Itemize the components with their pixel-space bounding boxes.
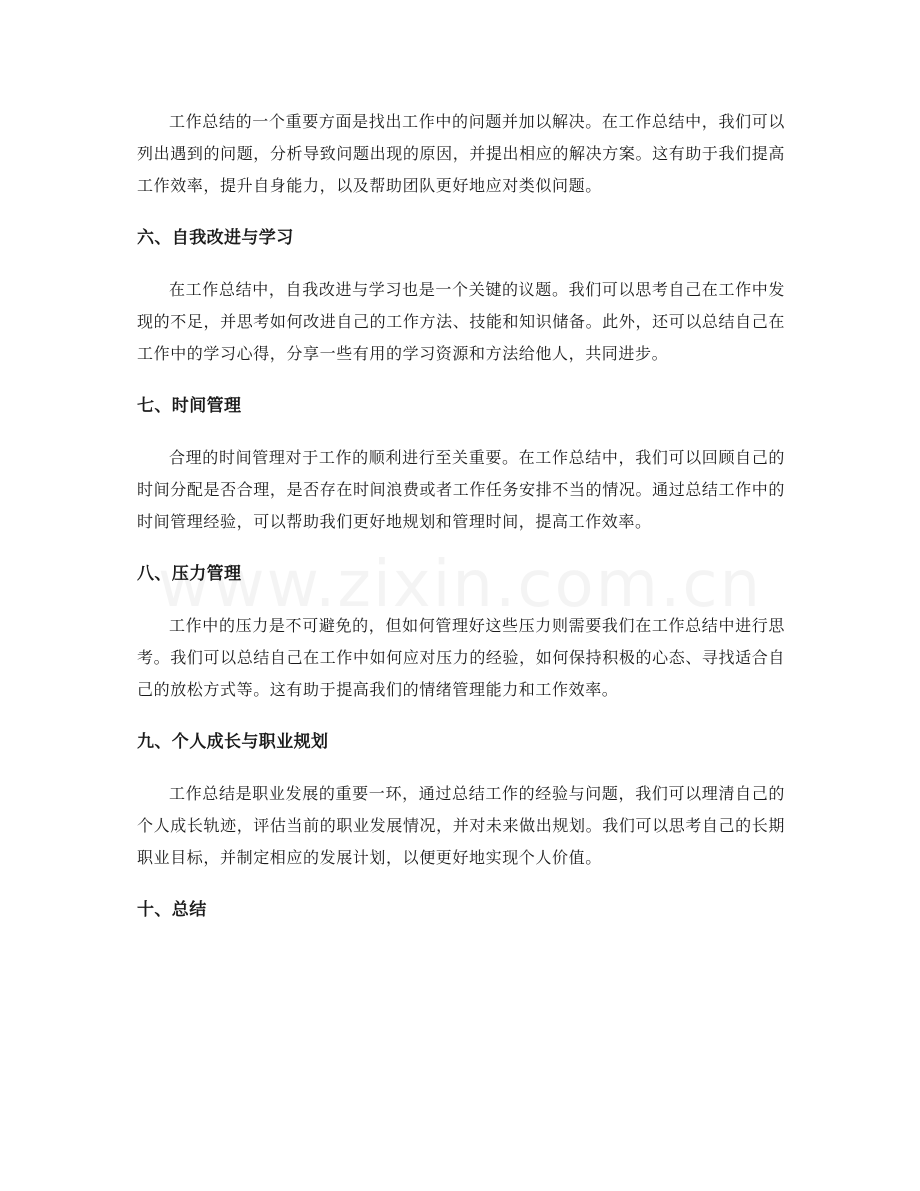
heading-time-management: 七、时间管理 — [137, 396, 242, 416]
paragraph-self-improvement: 在工作总结中，自我改进与学习也是一个关键的议题。我们可以思考自己在工作中发现的不足，并思考如何改进自己的工作方法、技能和知识储备。此外，还可以总结自己在工作中的学习心得，分享一些有用的学习资源和方法给他人，共同进步。 — [137, 280, 785, 363]
paragraph-time-management: 合理的时间管理对于工作的顺利进行至关重要。在工作总结中，我们可以回顾自己的时间分配是否合理，是否存在时间浪费或者工作任务安排不当的情况。通过总结工作中的时间管理经验，可以帮助我们更好地规划和管理时间，提高工作效率。 — [137, 448, 785, 531]
heading-career-planning: 九、个人成长与职业规划 — [137, 732, 329, 752]
paragraph-career-planning: 工作总结是职业发展的重要一环，通过总结工作的经验与问题，我们可以理清自己的个人成长轨迹，评估当前的职业发展情况，并对未来做出规划。我们可以思考自己的长期职业目标，并制定相应的发展计划，以便更好地实现个人价值。 — [137, 784, 785, 867]
paragraph-stress-management: 工作中的压力是不可避免的，但如何管理好这些压力则需要我们在工作总结中进行思考。我们可以总结自己在工作中如何应对压力的经验，如何保持积极的心态、寻找适合自己的放松方式等。这有助于提高我们的情绪管理能力和工作效率。 — [137, 616, 785, 699]
document-body — [137, 106, 785, 946]
heading-summary: 十、总结 — [137, 900, 207, 920]
heading-self-improvement: 六、自我改进与学习 — [137, 228, 294, 248]
paragraph-problem-solving: 工作总结的一个重要方面是找出工作中的问题并加以解决。在工作总结中，我们可以列出遇到的问题，分析导致问题出现的原因，并提出相应的解决方案。这有助于我们提高工作效率，提升自身能力，以及帮助团队更好地应对类似问题。 — [137, 112, 785, 195]
heading-stress-management: 八、压力管理 — [137, 564, 242, 584]
